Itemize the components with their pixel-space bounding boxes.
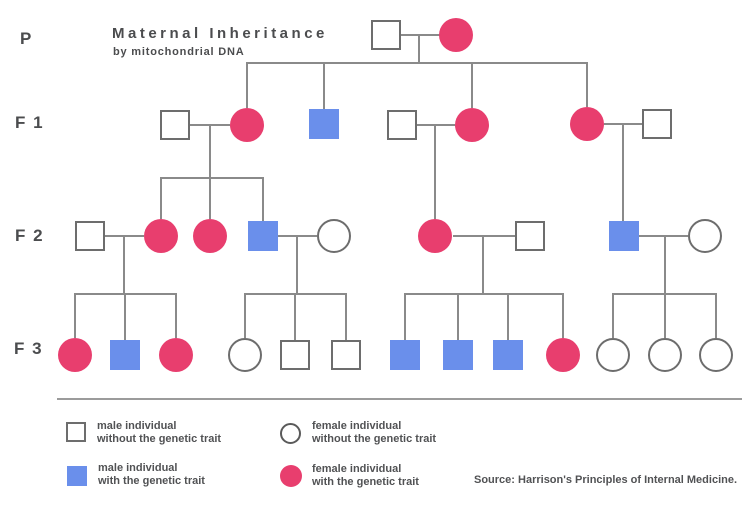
individual-f2-9-female-unaffected — [688, 219, 722, 253]
pedigree-connector-line — [294, 294, 296, 340]
legend-label-line: without the genetic trait — [97, 432, 222, 445]
pedigree-connector-line — [586, 63, 588, 107]
individual-f3-10-female-affected — [546, 338, 580, 372]
individual-f2-4-male-affected — [248, 221, 278, 251]
pedigree-connector-line — [160, 178, 162, 219]
individual-f3-5-male-unaffected — [280, 340, 310, 370]
individual-f2-7-male-unaffected — [515, 221, 545, 251]
female-unaffected-circle-icon — [280, 423, 301, 444]
page-subtitle: by mitochondrial DNA — [113, 46, 245, 58]
female-affected-circle-icon — [280, 465, 302, 487]
pedigree-connector-line — [209, 178, 211, 219]
pedigree-connector-line — [160, 177, 264, 179]
individual-f3-9-male-affected — [493, 340, 523, 370]
generation-label-p: P — [20, 29, 33, 48]
individual-f1-1-male-unaffected — [160, 110, 190, 140]
pedigree-connector-line — [401, 34, 440, 36]
pedigree-connector-line — [323, 63, 325, 109]
pedigree-connector-line — [664, 237, 666, 295]
individual-f1-4-male-unaffected — [387, 110, 417, 140]
pedigree-connector-line — [246, 62, 588, 64]
pedigree-connector-line — [664, 294, 666, 338]
legend-label-line: male individual — [98, 462, 178, 474]
generation-label-f2: F 2 — [15, 226, 45, 245]
pedigree-connector-line — [482, 237, 484, 295]
individual-f2-5-female-unaffected — [317, 219, 351, 253]
legend-label-line: with the genetic trait — [312, 475, 419, 488]
pedigree-connector-line — [418, 35, 420, 63]
individual-f3-11-female-unaffected — [596, 338, 630, 372]
individual-f3-3-female-affected — [159, 338, 193, 372]
pedigree-connector-line — [296, 237, 298, 295]
pedigree-connector-line — [457, 294, 459, 340]
individual-f3-13-female-unaffected — [699, 338, 733, 372]
male-affected-square-icon — [67, 466, 87, 486]
pedigree-connector-line — [453, 235, 515, 237]
source-citation: Source: Harrison's Principles of Internal Medicine. — [474, 474, 738, 486]
pedigree-connector-line — [471, 63, 473, 108]
legend-divider — [57, 398, 742, 400]
individual-f1-7-male-unaffected — [642, 109, 672, 139]
pedigree-connector-line — [345, 294, 347, 340]
legend-label-line: male individual — [97, 420, 177, 432]
individual-f3-2-male-affected — [110, 340, 140, 370]
individual-f1-3-male-affected — [309, 109, 339, 139]
pedigree-connector-line — [124, 294, 126, 340]
pedigree-connector-line — [507, 294, 509, 340]
pedigree-connector-line — [434, 126, 436, 219]
individual-f3-1-female-affected — [58, 338, 92, 372]
pedigree-connector-line — [715, 294, 717, 338]
pedigree-connector-line — [622, 125, 624, 221]
individual-f2-1-male-unaffected — [75, 221, 105, 251]
pedigree-connector-line — [74, 294, 76, 338]
individual-f3-6-male-unaffected — [331, 340, 361, 370]
pedigree-connector-line — [262, 178, 264, 221]
pedigree-connector-line — [123, 237, 125, 295]
legend-label-line: female individual — [312, 463, 402, 475]
individual-p-2-female-affected — [439, 18, 473, 52]
individual-f3-8-male-affected — [443, 340, 473, 370]
individual-p-1-male-unaffected — [371, 20, 401, 50]
pedigree-connector-line — [244, 294, 246, 338]
page-title: Maternal Inheritance — [112, 25, 328, 42]
individual-f3-12-female-unaffected — [648, 338, 682, 372]
individual-f2-3-female-affected — [193, 219, 227, 253]
male-unaffected-square-icon — [66, 422, 86, 442]
individual-f2-6-female-affected — [418, 219, 452, 253]
individual-f1-6-female-affected — [570, 107, 604, 141]
pedigree-connector-line — [404, 293, 564, 295]
generation-label-f1: F 1 — [15, 113, 45, 132]
pedigree-connector-line — [209, 126, 211, 178]
individual-f1-5-female-affected — [455, 108, 489, 142]
legend-label-line: without the genetic trait — [312, 432, 437, 445]
pedigree-connector-line — [404, 294, 406, 340]
pedigree-connector-line — [562, 294, 564, 338]
individual-f3-7-male-affected — [390, 340, 420, 370]
generation-label-f3: F 3 — [14, 339, 44, 358]
legend-label-line: female individual — [312, 420, 402, 432]
pedigree-connector-line — [417, 124, 455, 126]
legend-label-line: with the genetic trait — [98, 474, 205, 487]
pedigree-connector-line — [175, 294, 177, 338]
pedigree-connector-line — [246, 63, 248, 108]
individual-f2-2-female-affected — [144, 219, 178, 253]
individual-f1-2-female-affected — [230, 108, 264, 142]
pedigree-connector-line — [612, 294, 614, 338]
individual-f3-4-female-unaffected — [228, 338, 262, 372]
individual-f2-8-male-affected — [609, 221, 639, 251]
